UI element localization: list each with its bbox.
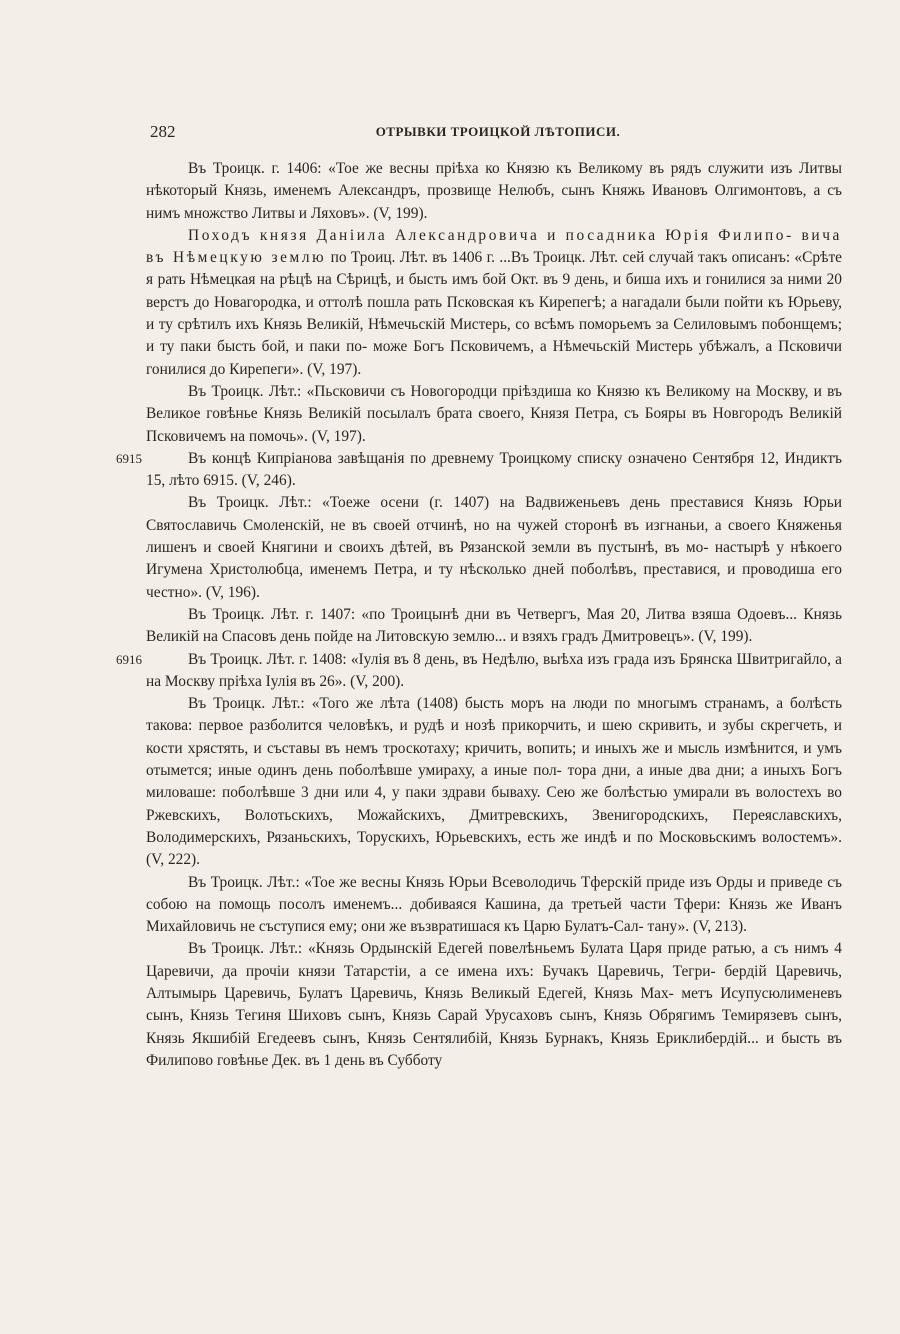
paragraph: Въ Троицк. Лѣт. г. 1407: «по Троицынѣ дни въ Четвергъ, Мая 20, Литва взяша Одоевъ... Князь Великiй на Спасовъ день пойде на Литовскую землю... и взяхъ градъ Дмитровецъ». (V, 199). [146,605,842,646]
body-text [116,158,843,1072]
margin-year: 6916 [116,651,142,667]
paragraph: Въ Троицк. Лѣт.: «Тое же весны Князь Юрьи Всеволодичь Тферскiй приде изъ Орды и приведе съ собою на помощь посолъ именемъ... добиваяся Кашина, да третьей части Тфери: Князь же Иванъ Михайловичь не съступися ему; они же възвратишася къ Царю Булатъ-Сал- тану». (V, 213). [146,873,842,936]
paragraph: Въ Троицк. Лѣт.: «Князь Ордынскiй Едегей повелѣньемъ Булата Царя приде ратью, а съ нимъ 4 Царевичи, да прочiи князи Татарстiи, а се имена ихъ: Бучакъ Царевичь, Тегри- бердiй Царевичь, Алтымырь Царевичь, Булатъ Царевичь, Князь Великый Едегей, Князь Мах- метъ Исупусюлименевъ сынъ, Князь Тегиня Шиховъ сынъ, Князь Сарай Урусаховъ сынъ, Князь Обрягимъ Темирязевъ сынъ, Князь Якшибiй Егедеевъ сынъ, Князь Сентялибiй, Князь Бурнакъ, Князь Ериклибердiй... и бысть въ Филипово говѣнье Дек. въ 1 день въ Субботу [146,940,842,1069]
page-number: 282 [150,122,176,141]
paragraph: Въ Троицк. г. 1406: «Тое же весны прiѣха ко Князю къ Великому въ рядъ служити изъ Литвы нѣкоторый Князь, именемъ Александръ, прозвище Нелюбъ, сынъ Княжь Ивановъ Олгимонтовъ, а съ нимъ множство Литвы и Ляховъ». (V, 199). [146,160,842,222]
paragraph: Походъ князя Даніила Александровича и посадника Юрiя Филипо- вича въ Нѣмецкую землю по Троиц. Лѣт. въ 1406 г. ...Въ Троицк. Лѣт. сей случай такъ описанъ: «Срѣте я рать Нѣмецкая на рѣцѣ на Сѣрицѣ, и бысть имъ бой Окт. въ 9 день, и биша ихъ и гонилися за ними 20 верстъ до Новагородка, и оттолѣ пошла рать Псковская къ Кирепегѣ; а нагадали были пойти къ Юрьеву, и ту срѣтилъ ихъ Князь Великiй, Нѣмечьскiй Мистерь, со всѣмъ поморьемъ за Селиловымъ побонщемъ; и ту паки бысть бой, и паки по- може Богъ Псковичемъ, а Нѣмечьскiй Мистерь убѣжалъ, а Псковичи гонилися до Кирепеги». (V, 197). [146,226,843,378]
page-header [148,122,848,146]
paragraph: 6915 Въ концѣ Кипрiанова завѣщанія по древнему Троицкому списку означено Сентября 12, Индиктъ 15, лѣто 6915. (V, 246). [116,449,842,490]
section-heading: Походъ князя Даніила Александровича и посадника Юрiя Филипо- вича въ Нѣмецкую землю [146,226,842,267]
margin-year: 6915 [116,450,142,466]
paragraph: Въ Троицк. Лѣт.: «Того же лѣта (1408) бысть моръ на люди по многымъ странамъ, а болѣсть такова: первое разболится человѣкъ, и рудѣ и нозѣ прикорчить, и шею скривить, и зубы скрегчеть, и кости хрястять, и съставы въ немъ троскотаху; кричить, вопить; и иныхъ же и мысль измѣнится, и умъ отымется; иные одинъ день поболѣвше умираху, а иные пол- тора дни, а иные два дни; а иныхъ Богъ миловаше: поболѣвше 3 дни или 4, у паки здрави бываху. Сею же болѣстью умирали въ волостехъ во Ржевскихъ, Волотьскихъ, Можайскихъ, Дмитревскихъ, Звенигородскихъ, Переяславскихъ, Володимерскихъ, Рязаньскихъ, Торускихъ, Юрьевскихъ, есть же индѣ и по Московьскимъ волостемъ». (V, 222). [146,695,842,869]
running-title: ОТРЫВКИ ТРОИЦКОЙ ЛѢТОПИСИ. [375,124,621,139]
paragraph: Въ Троицк. Лѣт.: «Пьсковичи съ Новогородци прiѣздиша ко Князю къ Великому на Москву, и въ Великое говѣнье Князь Великiй посылалъ брата своего, Князя Петра, съ Бояры въ Новгородъ Великiй Псковичемъ на помочь». (V, 197). [146,382,842,445]
paragraph: 6916 Въ Троицк. Лѣт. г. 1408: «Iулiя въ 8 день, въ Недѣлю, выѣха изъ града изъ Брянска Швитригайло, а на Москву прiѣха Iулiя въ 26». (V, 200). [116,650,842,690]
paragraph: Въ Троицк. Лѣт.: «Тоеже осени (г. 1407) на Вадвиженьевъ день преставися Князь Юрьи Святославичь Смоленскiй, не въ своей отчинѣ, но на чужей сторонѣ въ изгнаньи, а своего Княженья лишенъ и своей Княгини и своихъ дѣтей, въ Рязанской земли въ пустынѣ, въ мо- настырѣ у нѣкоего Игумена Христолюбца, именемъ Петра, и ту нѣсколько дней поболѣвъ, преставися, и проводиша его честно». (V, 196). [146,494,842,601]
